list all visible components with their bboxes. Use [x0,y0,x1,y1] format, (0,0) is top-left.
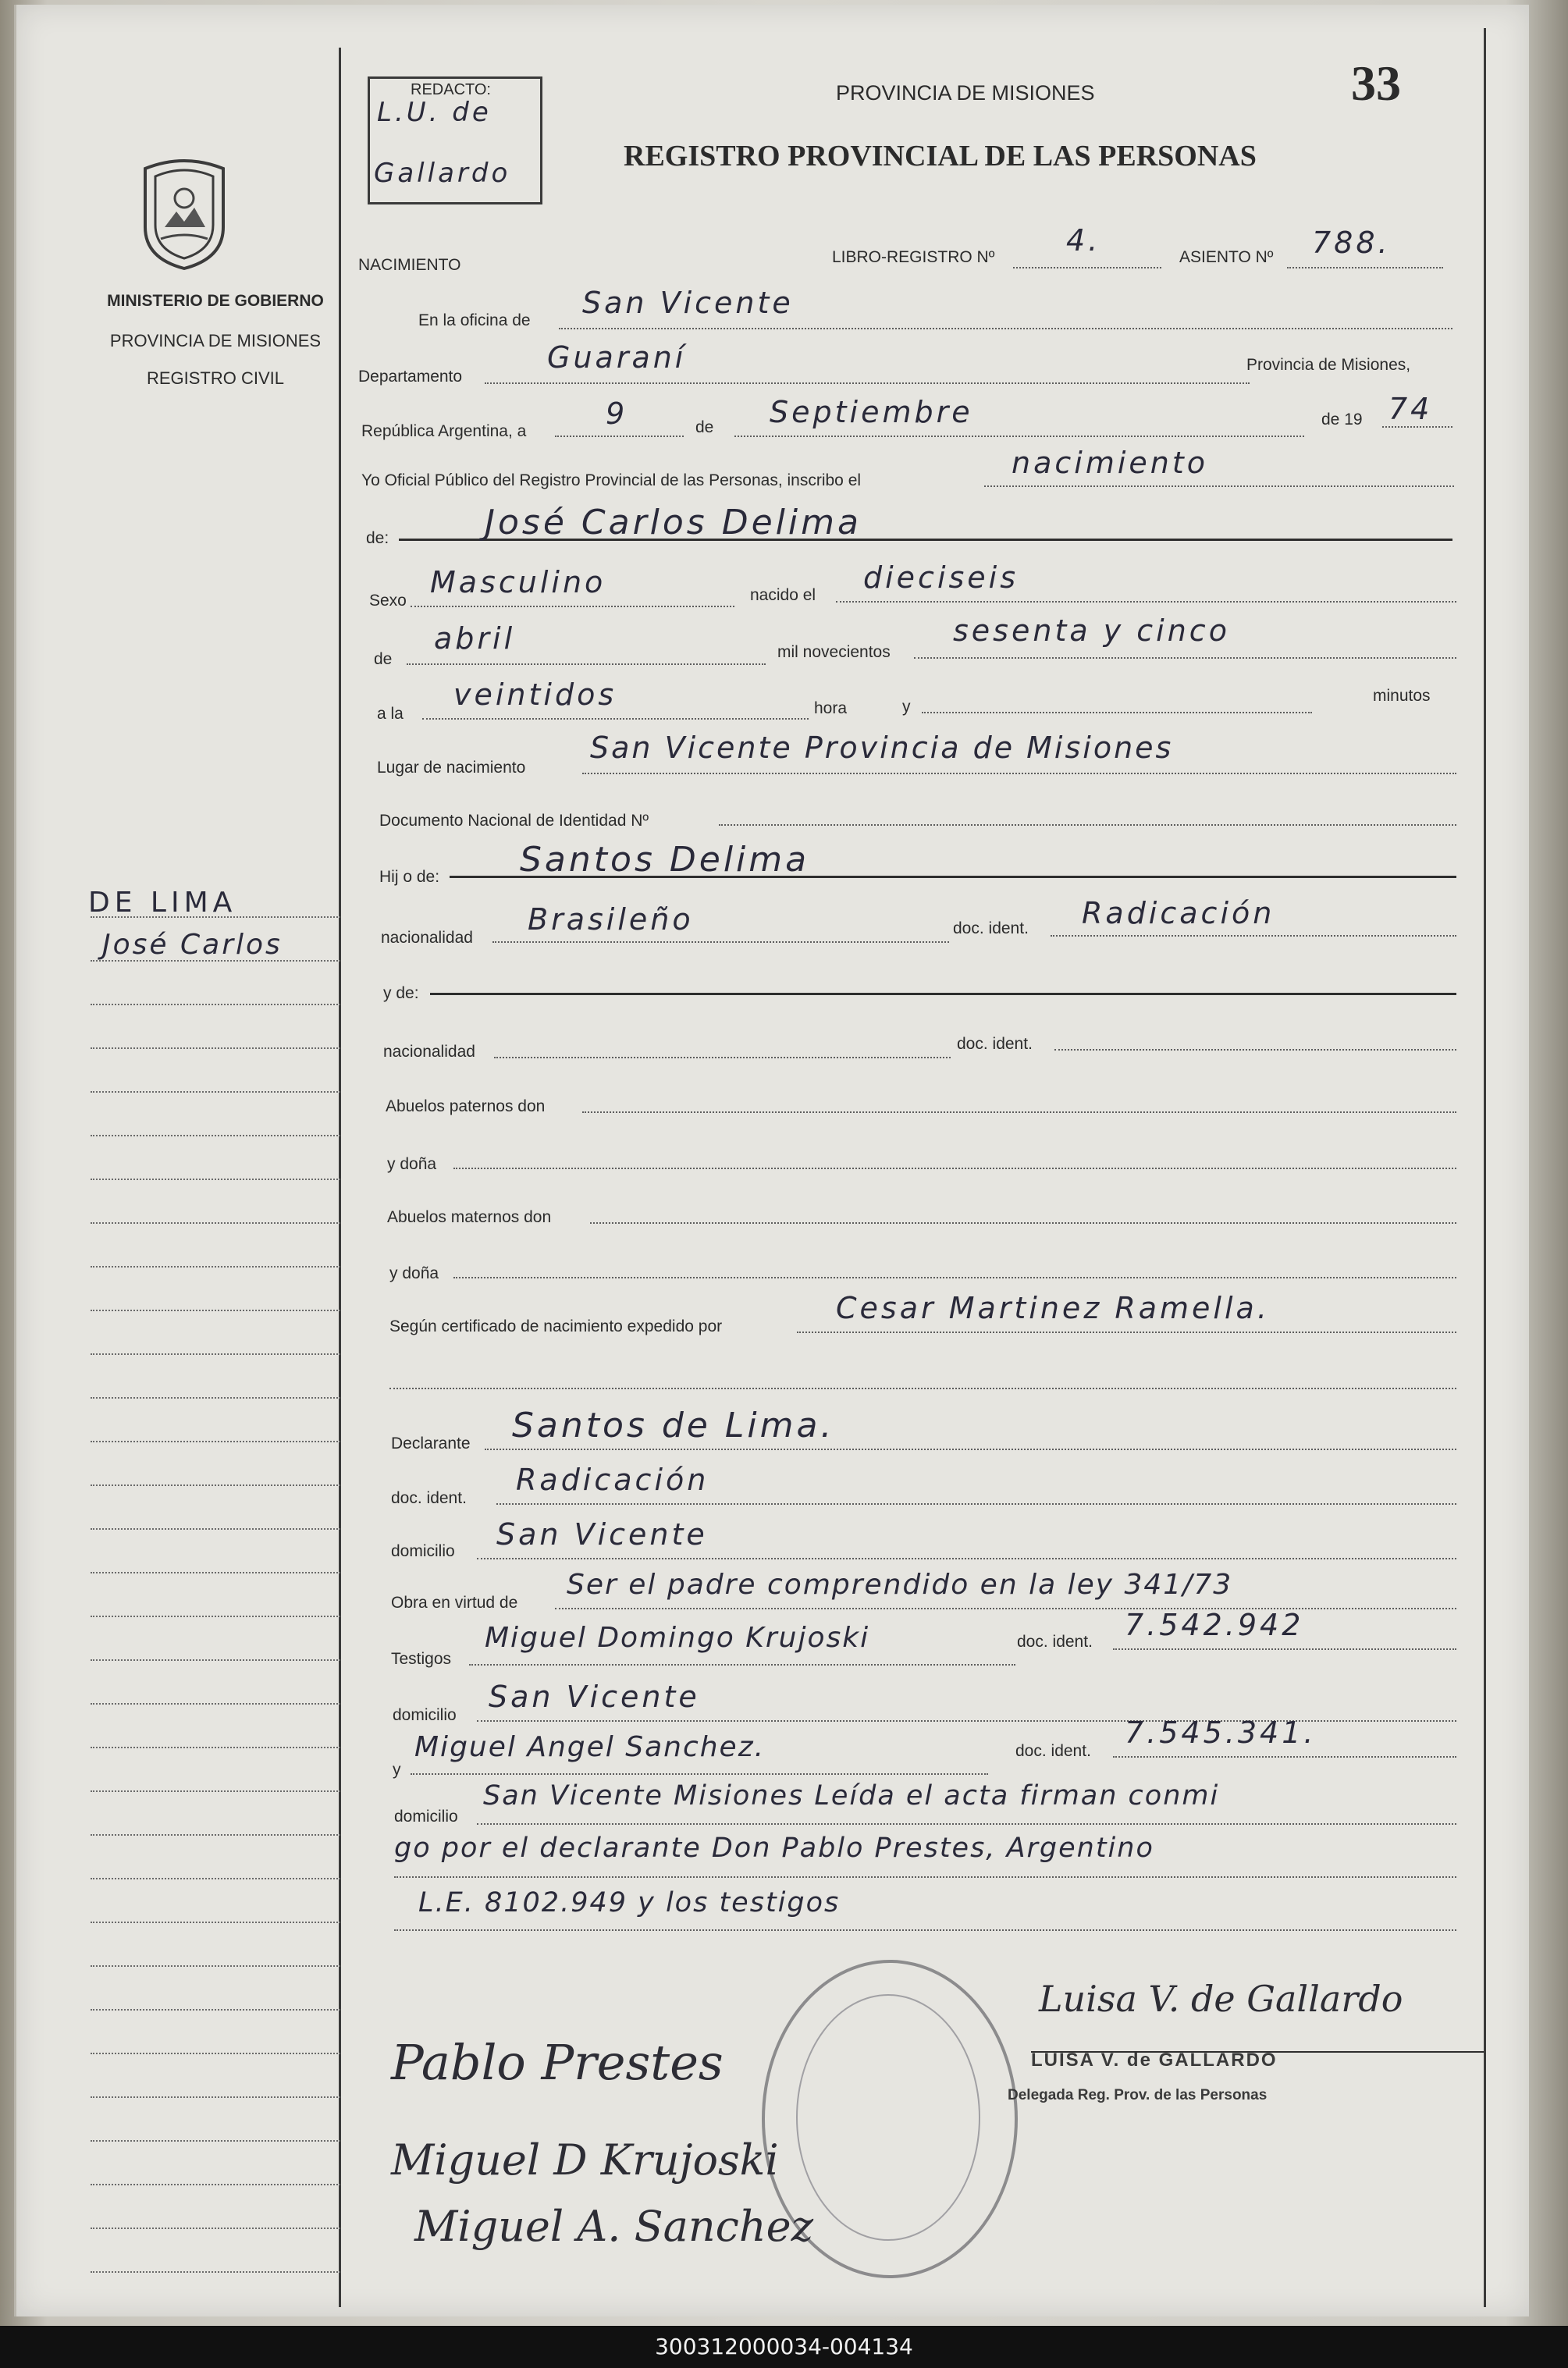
certificado-label: Según certificado de nacimiento expedido por [389,1317,723,1335]
testigos-label: Testigos [391,1650,452,1668]
obra-label: Obra en virtud de [391,1594,518,1612]
margin-line [91,1878,340,1879]
doc-ident-value: Radicación [1082,896,1275,930]
lugar-value: San Vicente Provincia de Misiones [590,731,1174,765]
de-mes-label: de [374,650,393,668]
margin-line [91,2053,340,2054]
doc-ident2-label: doc. ident. [957,1035,1033,1053]
margin-line [91,2271,340,2273]
abuelos-mat-label: Abuelos maternos don [387,1208,552,1226]
margin-line [91,2140,340,2142]
continuation-line2: L.E. 8102.949 y los testigos [418,1887,841,1918]
dni-label: Documento Nacional de Identidad Nº [379,812,649,830]
page-title: REGISTRO PROVINCIAL DE LAS PERSONAS [624,140,1257,172]
registry-page [14,5,1529,2316]
margin-line [91,1659,340,1661]
margin-line [91,1353,340,1355]
inscribo-value: nacimiento [1012,446,1209,480]
province-heading: PROVINCIA DE MISIONES [836,81,1095,105]
y-label: y [902,698,911,716]
hora-label: hora [814,699,848,717]
margin-line [91,1790,340,1792]
ydona2-label: y doña [389,1264,439,1282]
margin-line [91,2184,340,2185]
margin-line [91,1572,340,1573]
domicilio-value: San Vicente [496,1517,708,1552]
margin-line [91,1179,340,1180]
republica-label: República Argentina, a [361,422,527,440]
signature-sanchez: Miguel A. Sanchez [414,2202,814,2251]
official-stamp-name: LUISA V. de GALLARDO [1031,2050,1278,2071]
asiento-value: 788. [1312,226,1391,260]
doc-ident-label: doc. ident. [953,919,1029,937]
hijo-label: Hij o de: [379,868,440,886]
margin-line [91,1747,340,1748]
abuelos-pat-label: Abuelos paternos don [386,1097,546,1115]
testigo2-value: Miguel Angel Sanchez. [414,1731,766,1763]
nombre-value: José Carlos Delima [485,503,862,542]
page-number: 33 [1351,55,1401,111]
archive-code: 300312000034-004134 [0,2326,1568,2368]
minutos-label: minutos [1373,687,1431,705]
sexo-value: Masculino [430,565,606,599]
margin-line [91,1004,340,1005]
asiento-label: ASIENTO Nº [1179,248,1274,266]
oficina-value: San Vicente [582,286,794,320]
redacto-value-line1: L.U. de [377,97,492,128]
lugar-label: Lugar de nacimiento [377,759,526,777]
margin-line [91,1484,340,1486]
yde-label: y de: [383,984,419,1002]
nacimiento-label: NACIMIENTO [358,256,461,274]
hora-value: veintidos [453,677,617,712]
margin-line [91,1397,340,1399]
declarante-value: Santos de Lima. [512,1406,835,1445]
margin-surname: DE LIMA [88,887,237,919]
margin-line [91,1441,340,1442]
ministry-line2: PROVINCIA DE MISIONES [109,331,322,350]
nacido-label: nacido el [750,586,816,604]
margin-line [91,1135,340,1136]
domicilio2-label: domicilio [393,1706,457,1724]
nacido-value: dieciseis [863,560,1019,595]
margin-line [91,960,340,962]
testigo2-doc: 7.545.341. [1125,1716,1317,1750]
year-value: 74 [1388,392,1433,426]
nacionalidad-label: nacionalidad [381,929,473,947]
margin-line [91,1222,340,1224]
month-value: Septiembre [770,395,973,429]
doc-ident3-label: doc. ident. [391,1489,467,1507]
domicilio3-label: domicilio [394,1808,458,1826]
oficina-label: En la oficina de [418,311,531,329]
nacionalidad-value: Brasileño [528,902,694,937]
year-label: de 19 [1321,411,1363,428]
y2-label: y [393,1761,401,1779]
official-signature: Luisa V. de Gallardo [1039,1978,1403,2020]
anio-nac-value: sesenta y cinco [953,613,1230,648]
margin-line [91,1266,340,1268]
margin-line [91,1834,340,1836]
testigo1-dom: San Vicente [489,1680,700,1714]
margin-line [91,2096,340,2098]
testigo2-dom: San Vicente Misiones Leída el acta firman conmi [483,1780,1220,1812]
signature-prestes: Pablo Prestes [391,2034,724,2091]
ydona-label: y doña [387,1155,437,1173]
padre-value: Santos Delima [520,840,810,880]
provincia-suffix: Provincia de Misiones, [1246,356,1411,374]
obra-value: Ser el padre comprendido en la ley 341/73 [567,1569,1233,1601]
sexo-label: Sexo [369,592,407,610]
testigo1-value: Miguel Domingo Krujoski [485,1622,870,1654]
signature-krujoski: Miguel D Krujoski [391,2135,779,2185]
continuation-line1: go por el declarante Don Pablo Prestes, Argentino [394,1833,1154,1864]
margin-line [91,2009,340,2011]
mil-label: mil novecientos [777,643,891,661]
right-page-rule [1484,28,1486,2307]
margin-line [91,1310,340,1311]
province-seal-icon [133,153,235,270]
mes-nac-value: abril [434,621,516,656]
nacionalidad2-label: nacionalidad [383,1043,475,1061]
doc-ident5-label: doc. ident. [1015,1742,1091,1760]
redacto-value-line2: Gallardo [374,158,511,189]
margin-line [91,1091,340,1093]
libro-label: LIBRO-REGISTRO Nº [832,248,995,266]
margin-line [91,1616,340,1617]
declarante-label: Declarante [391,1435,471,1452]
domicilio-label: domicilio [391,1542,455,1560]
margin-line [91,1703,340,1705]
certificado-value: Cesar Martinez Ramella. [836,1291,1270,1325]
margin-line [91,916,340,918]
margin-line [91,1965,340,1967]
ministry-line3: REGISTRO CIVIL [146,368,285,388]
official-stamp-title: Delegada Reg. Prov. de las Personas [1008,2087,1268,2103]
de-label: de [695,418,714,436]
margin-line [91,1047,340,1049]
doc-ident4-label: doc. ident. [1017,1633,1093,1651]
redacto-label: REDACTO: [411,81,491,98]
departamento-value: Guaraní [547,340,687,375]
margin-line [91,2228,340,2229]
margin-line [91,1922,340,1923]
margin-line [91,1528,340,1530]
de-nombre-label: de: [366,529,389,547]
departamento-label: Departamento [358,368,463,386]
ala-label: a la [377,705,404,723]
doc-ident3-value: Radicación [516,1463,709,1497]
day-value: 9 [606,396,628,431]
margin-given-name: José Carlos [102,929,283,961]
libro-value: 4. [1066,223,1101,258]
testigo1-doc: 7.542.942 [1125,1608,1304,1642]
oficial-label: Yo Oficial Público del Registro Provincial de las Personas, inscribo el [361,471,862,489]
ministry-line1: MINISTERIO DE GOBIERNO [107,292,324,310]
